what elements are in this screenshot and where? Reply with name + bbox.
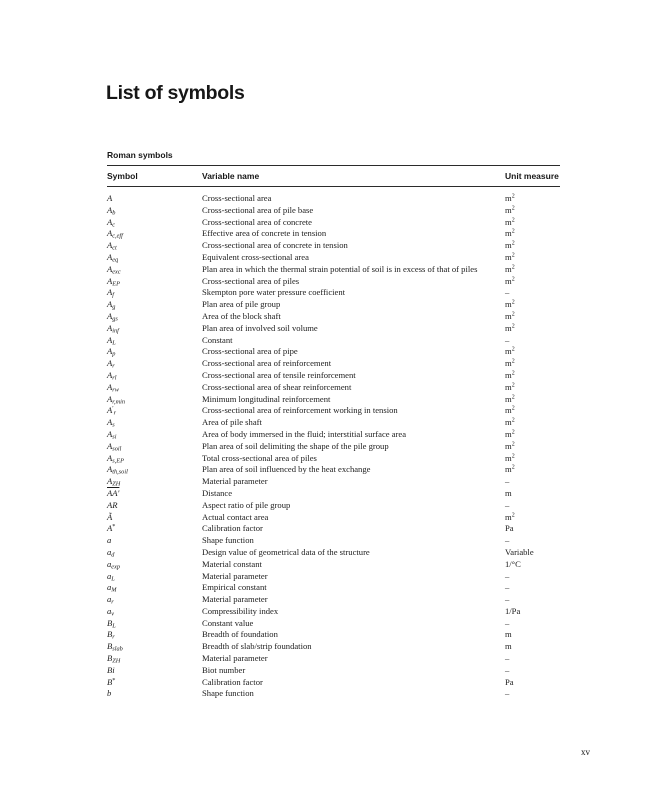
symbol-subscript: p (112, 350, 116, 358)
symbol-glyph: A (107, 381, 113, 392)
variable-name-cell: Empirical constant (202, 582, 267, 593)
symbol-glyph: A (107, 287, 113, 298)
variable-name-cell: Cross-sectional area of concrete (202, 216, 312, 227)
symbol-cell (107, 264, 202, 276)
table-row (107, 582, 560, 594)
symbol-subscript: b (112, 209, 116, 217)
unit-measure-cell: – (505, 617, 510, 628)
unit-measure-cell: m (505, 629, 512, 640)
variable-name-cell: Area of the block shaft (202, 310, 281, 321)
symbol-subscript: r,min (112, 398, 126, 406)
unit-measure-cell: $m^2$ (505, 464, 515, 475)
symbol-cell (107, 523, 202, 535)
symbol-subscript: exp (111, 563, 121, 571)
table-row (107, 429, 560, 441)
symbol-subscript: M (111, 586, 117, 594)
symbol-glyph: B (107, 676, 113, 687)
symbol-cell (107, 641, 202, 653)
symbol-cell (107, 618, 202, 630)
symbol-subscript: r (112, 362, 115, 370)
variable-name-cell: Material parameter (202, 653, 268, 664)
symbols-table (107, 165, 560, 700)
variable-name-cell: Breadth of slab/strip foundation (202, 641, 312, 652)
unit-measure-cell: $m^2$ (505, 228, 515, 239)
table-row (107, 488, 560, 500)
symbol-glyph: A (107, 216, 113, 227)
table-row (107, 252, 560, 264)
page-number: xv (581, 747, 590, 757)
symbol-glyph: b (107, 688, 112, 699)
table-row (107, 335, 560, 347)
symbol-subscript: slab (112, 645, 123, 653)
unit-measure-cell: $m^2$ (505, 440, 515, 451)
unit-measure-cell: m (505, 487, 512, 498)
symbol-cell (107, 582, 202, 594)
symbol-glyph: A (107, 464, 113, 475)
table-row (107, 205, 560, 217)
symbol-subscript: ct (112, 244, 117, 252)
symbol-glyph: A (107, 346, 113, 357)
symbol-subscript: r (113, 409, 117, 417)
variable-name-cell: Area of pile shaft (202, 417, 262, 428)
table-row (107, 618, 560, 630)
unit-measure-cell: – (505, 653, 510, 664)
variable-name-cell: Biot number (202, 664, 246, 675)
symbol-cell (107, 252, 202, 264)
symbol-glyph: A (107, 369, 113, 380)
table-row (107, 187, 560, 205)
symbol-cell (107, 228, 202, 240)
unit-measure-cell: Variable (505, 546, 534, 557)
symbol-glyph: AA′ (107, 487, 120, 498)
symbol-glyph: A (107, 322, 113, 333)
symbol-glyph: A (107, 299, 113, 310)
symbol-subscript: L (112, 622, 116, 630)
column-header-symbol: Symbol (107, 166, 202, 187)
symbol-glyph: A (107, 193, 113, 203)
column-header-unit-measure: Unit measure (505, 166, 560, 187)
symbol-cell (107, 429, 202, 441)
unit-measure-cell: $m^2$ (505, 193, 515, 203)
page-title: List of symbols (106, 82, 245, 105)
symbol-cell (107, 476, 202, 488)
symbol-subscript: gs (112, 315, 118, 323)
symbol-subscript: s,EP (112, 457, 124, 465)
unit-measure-cell: $m^2$ (505, 452, 515, 463)
variable-name-cell: Cross-sectional area of reinforcement (202, 358, 332, 369)
symbol-cell (107, 217, 202, 229)
symbol-cell (107, 276, 202, 288)
unit-measure-cell: – (505, 334, 510, 345)
unit-measure-cell: $m^2$ (505, 240, 515, 251)
table-row (107, 417, 560, 429)
variable-name-cell: Cross-sectional area of pile base (202, 204, 314, 215)
table-row (107, 535, 560, 547)
symbol-cell (107, 358, 202, 370)
unit-measure-cell: $m^2$ (505, 204, 515, 215)
symbol-subscript: d (111, 551, 115, 559)
symbol-subscript: r (112, 633, 115, 641)
table-row (107, 311, 560, 323)
symbol-cell (107, 500, 202, 512)
unit-measure-cell: $m^2$ (505, 428, 515, 439)
symbol-glyph: A (107, 523, 113, 534)
unit-measure-cell: – (505, 476, 510, 487)
unit-measure-cell: $m^2$ (505, 417, 515, 428)
unit-measure-cell: $m^2$ (505, 405, 515, 416)
variable-name-cell: Material constant (202, 558, 262, 569)
variable-name-cell: Plan area in which the thermal strain potential of soil is in excess of that of piles (202, 263, 478, 274)
variable-name-cell: Aspect ratio of pile group (202, 499, 291, 510)
symbol-glyph: A (107, 228, 113, 239)
unit-measure-cell: $m^2$ (505, 251, 515, 262)
symbol-glyph: a (107, 546, 112, 557)
symbol-superscript: * (112, 523, 116, 531)
variable-name-cell: Shape function (202, 688, 254, 699)
symbol-glyph: a (107, 535, 112, 546)
unit-measure-cell: $m^2$ (505, 369, 515, 380)
variable-name-cell: Calibration factor (202, 676, 263, 687)
symbol-glyph: A (107, 310, 113, 321)
symbol-subscript: f (112, 291, 114, 299)
symbol-cell (107, 370, 202, 382)
symbol-glyph: Ã (107, 511, 113, 522)
unit-measure-cell: $m^2$ (505, 358, 515, 369)
table-row (107, 441, 560, 453)
variable-name-cell: Breadth of foundation (202, 629, 278, 640)
table-row (107, 382, 560, 394)
table-row (107, 677, 560, 689)
symbol-glyph: a (107, 582, 112, 593)
variable-name-cell: Plan area of soil influenced by the heat exchange (202, 464, 371, 475)
table-row (107, 276, 560, 288)
symbol-cell (107, 571, 202, 583)
unit-measure-cell: Pa (505, 676, 514, 687)
variable-name-cell: Distance (202, 487, 233, 498)
symbol-cell (107, 187, 202, 205)
table-row (107, 453, 560, 465)
table-row (107, 653, 560, 665)
symbol-cell (107, 394, 202, 406)
symbol-glyph: A (107, 440, 113, 451)
table-row (107, 287, 560, 299)
symbol-cell (107, 653, 202, 665)
symbol-cell (107, 535, 202, 547)
unit-measure-cell: $m^2$ (505, 381, 515, 392)
variable-name-cell: Cross-sectional area of tensile reinforcement (202, 369, 356, 380)
unit-measure-cell: m (505, 641, 512, 652)
table-row (107, 629, 560, 641)
unit-measure-cell: $m^2$ (505, 310, 515, 321)
symbol-cell (107, 323, 202, 335)
variable-name-cell: Skempton pore water pressure coefficient (202, 287, 346, 298)
table-caption: Roman symbols (107, 150, 173, 160)
symbol-glyph: B (107, 617, 113, 628)
variable-name-cell: Cross-sectional area of shear reinforcement (202, 381, 352, 392)
unit-measure-cell: $m^2$ (505, 322, 515, 333)
symbol-subscript: s (112, 421, 115, 429)
symbol-glyph: B (107, 629, 113, 640)
symbol-cell (107, 547, 202, 559)
symbol-glyph: A (107, 240, 113, 251)
unit-measure-cell: – (505, 499, 510, 510)
variable-name-cell: Constant value (202, 617, 254, 628)
variable-name-cell: Material parameter (202, 594, 268, 605)
symbol-glyph: B (107, 653, 113, 664)
symbol-subscript: ZH (112, 480, 121, 488)
symbol-cell (107, 299, 202, 311)
symbol-cell (107, 240, 202, 252)
symbol-superscript: ′ (112, 405, 114, 413)
unit-measure-cell: – (505, 287, 510, 298)
symbol-subscript: th,soil (112, 468, 128, 476)
table-row (107, 665, 560, 677)
symbol-glyph: A (107, 428, 113, 439)
table-row (107, 559, 560, 571)
table-row (107, 523, 560, 535)
unit-measure-cell: 1/°C (505, 558, 521, 569)
table-row (107, 512, 560, 524)
symbol-glyph: A (107, 204, 113, 215)
variable-name-cell: Cross-sectional area (202, 193, 272, 203)
table-row (107, 641, 560, 653)
symbol-glyph: a (107, 570, 112, 581)
table-row (107, 264, 560, 276)
unit-measure-cell: $m^2$ (505, 346, 515, 357)
symbol-cell (107, 382, 202, 394)
unit-measure-cell: – (505, 570, 510, 581)
variable-name-cell: Cross-sectional area of reinforcement working in tension (202, 405, 398, 416)
table-row (107, 476, 560, 488)
symbol-subscript: g (112, 303, 116, 311)
symbol-cell (107, 287, 202, 299)
symbol-subscript: eq (112, 256, 119, 264)
symbol-subscript: EP (112, 280, 120, 288)
symbol-glyph: a (107, 558, 112, 569)
variable-name-cell: Plan area of soil delimiting the shape of the pile group (202, 440, 389, 451)
symbol-glyph: A (107, 417, 113, 428)
symbol-cell (107, 559, 202, 571)
variable-name-cell: Plan area of involved soil volume (202, 322, 318, 333)
table-row (107, 228, 560, 240)
symbol-superscript: * (112, 676, 116, 684)
unit-measure-cell: $m^2$ (505, 511, 515, 522)
symbol-glyph: a (107, 594, 112, 605)
symbol-subscript: L (112, 339, 116, 347)
variable-name-cell: Plan area of pile group (202, 299, 281, 310)
variable-name-cell: Design value of geometrical data of the structure (202, 546, 370, 557)
symbol-cell (107, 677, 202, 689)
symbol-cell (107, 464, 202, 476)
unit-measure-cell: $m^2$ (505, 393, 515, 404)
table-row (107, 594, 560, 606)
symbol-cell (107, 205, 202, 217)
column-header-variable-name: Variable name (202, 166, 505, 187)
unit-measure-cell: $m^2$ (505, 275, 515, 286)
symbol-subscript: c,eff (112, 232, 123, 240)
symbol-glyph: A (107, 334, 113, 345)
variable-name-cell: Compressibility index (202, 605, 279, 616)
unit-measure-cell: $m^2$ (505, 299, 515, 310)
symbol-cell (107, 311, 202, 323)
symbol-glyph: A (107, 263, 113, 274)
symbol-cell (107, 346, 202, 358)
symbol-subscript: L (111, 575, 115, 582)
symbol-cell (107, 594, 202, 606)
table-header-row (107, 166, 560, 187)
symbol-glyph: A (107, 275, 113, 286)
symbol-cell (107, 665, 202, 677)
variable-name-cell: Cross-sectional area of concrete in tension (202, 240, 348, 251)
variable-name-cell: Cross-sectional area of piles (202, 275, 300, 286)
variable-name-cell: Effective area of concrete in tension (202, 228, 327, 239)
symbol-cell (107, 512, 202, 524)
table-row (107, 547, 560, 559)
symbol-glyph: AR (107, 499, 118, 510)
symbol-subscript: rl (112, 374, 117, 382)
table-row (107, 217, 560, 229)
variable-name-cell: Constant (202, 334, 233, 345)
symbol-subscript: soil (112, 445, 122, 453)
variable-name-cell: Total cross-sectional area of piles (202, 452, 317, 463)
symbol-cell (107, 488, 202, 500)
table-row (107, 346, 560, 358)
variable-name-cell: Calibration factor (202, 523, 263, 534)
unit-measure-cell: – (505, 688, 510, 699)
symbol-cell (107, 335, 202, 347)
variable-name-cell: Shape function (202, 535, 254, 546)
symbols-table-body (107, 187, 560, 701)
symbol-subscript: si (112, 433, 117, 441)
symbol-cell (107, 453, 202, 465)
symbol-cell (107, 441, 202, 453)
symbol-subscript: ZH (112, 657, 121, 665)
symbol-subscript: v (111, 610, 115, 618)
table-row (107, 405, 560, 417)
unit-measure-cell: 1/Pa (505, 605, 521, 616)
symbol-cell (107, 606, 202, 618)
symbol-glyph: A (107, 251, 113, 262)
symbol-glyph: Bi (107, 664, 115, 675)
symbol-subscript: rw (112, 386, 119, 394)
unit-measure-cell: – (505, 594, 510, 605)
symbol-cell (107, 405, 202, 417)
unit-measure-cell: $m^2$ (505, 216, 515, 227)
symbol-glyph: a (107, 605, 112, 616)
symbol-glyph: A (107, 393, 113, 404)
unit-measure-cell: $m^2$ (505, 263, 515, 274)
symbol-glyph: A (107, 405, 113, 416)
symbol-cell (107, 629, 202, 641)
table-row (107, 571, 560, 583)
variable-name-cell: Cross-sectional area of pipe (202, 346, 298, 357)
unit-measure-cell: – (505, 535, 510, 546)
variable-name-cell: Minimum longitudinal reinforcement (202, 393, 331, 404)
table-row (107, 464, 560, 476)
table-row (107, 240, 560, 252)
symbol-glyph: B (107, 641, 113, 652)
table-row (107, 299, 560, 311)
table-row (107, 370, 560, 382)
table-row (107, 323, 560, 335)
symbol-subscript: inf (112, 327, 119, 335)
variable-name-cell: Material parameter (202, 570, 268, 581)
symbol-glyph: A (107, 476, 113, 487)
symbol-subscript: r (111, 598, 114, 606)
symbol-glyph: A (107, 452, 113, 463)
variable-name-cell: Area of body immersed in the fluid; interstitial surface area (202, 428, 407, 439)
symbol-glyph: A (107, 358, 113, 369)
table-row (107, 500, 560, 512)
table-row (107, 688, 560, 700)
symbol-subscript: exc (112, 268, 121, 276)
table-row (107, 606, 560, 618)
table-row (107, 394, 560, 406)
unit-measure-cell: – (505, 582, 510, 593)
variable-name-cell: Material parameter (202, 476, 268, 487)
unit-measure-cell: Pa (505, 523, 514, 534)
variable-name-cell: Actual contact area (202, 511, 269, 522)
symbol-cell (107, 688, 202, 700)
variable-name-cell: Equivalent cross-sectional area (202, 251, 309, 262)
table-row (107, 358, 560, 370)
symbol-subscript: c (112, 221, 116, 229)
unit-measure-cell: – (505, 664, 510, 675)
symbol-cell (107, 417, 202, 429)
